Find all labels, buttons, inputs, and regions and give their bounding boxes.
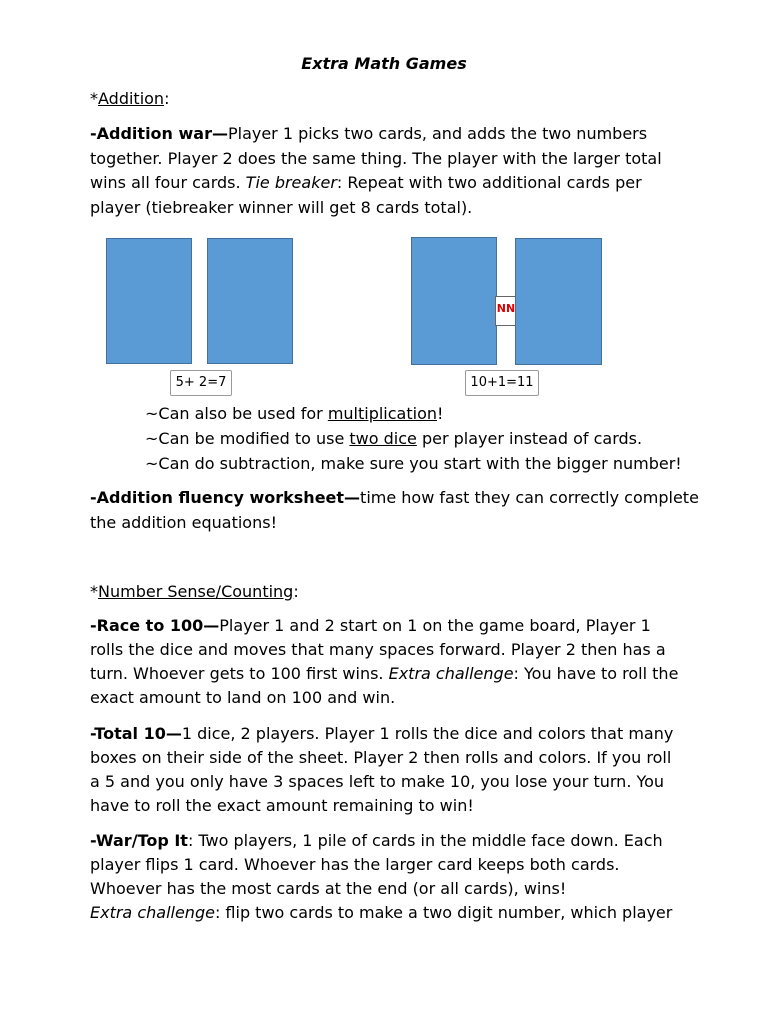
race-title: -Race to 100— xyxy=(90,616,220,635)
tip-line-2: ~Can be modified to use two dice per player instead of cards. xyxy=(145,429,643,448)
multiplication-link: multiplication xyxy=(327,404,437,423)
addition-war-line-1: -Addition war—Player 1 picks two cards, and adds the two numbers xyxy=(90,124,648,143)
wartop-line-4: Extra challenge: flip two cards to make a two digit number, which player xyxy=(90,903,673,922)
equation-box: 10+1=11 xyxy=(465,370,539,396)
race-line-2: rolls the dice and moves that many spaces forward. Player 2 then has a xyxy=(90,640,666,659)
wartop-line-3: Whoever has the most cards at the end (or all cards), wins! xyxy=(90,879,567,898)
addition-war-title: -Addition war— xyxy=(90,124,228,143)
heading-suffix: : xyxy=(164,89,170,108)
extra-challenge-label: Extra challenge xyxy=(388,664,514,683)
section-heading-number-sense: *Number Sense/Counting: xyxy=(90,582,299,601)
total10-line-4: have to roll the exact amount remaining to win! xyxy=(90,796,474,815)
hidden-card-label: NN xyxy=(495,296,517,326)
race-line-3: turn. Whoever gets to 100 first wins. Extra challenge: You have to roll the xyxy=(90,664,679,683)
addition-war-line-2: together. Player 2 does the same thing. The player with the larger total xyxy=(90,149,662,168)
fluency-line-1: -Addition fluency worksheet—time how fast they can correctly complete xyxy=(90,488,699,507)
tie-breaker-label: Tie breaker xyxy=(245,173,337,192)
heading-text: Addition xyxy=(98,89,165,108)
tip-line-3: ~Can do subtraction, make sure you start with the bigger number! xyxy=(145,454,682,473)
extra-challenge-label: Extra challenge xyxy=(90,903,215,922)
section-heading-addition xyxy=(90,87,169,111)
race-line-4: exact amount to land on 100 and win. xyxy=(90,688,396,707)
heading-text: Number Sense/Counting xyxy=(98,582,294,601)
fluency-line-2: the addition equations! xyxy=(90,513,277,532)
page-title: Extra Math Games xyxy=(301,54,467,73)
addition-war-line-4: player (tiebreaker winner will get 8 cards total). xyxy=(90,198,473,217)
playing-card xyxy=(106,238,192,364)
equation-box: 5+ 2=7 xyxy=(170,370,232,396)
wartop-line-2: player flips 1 card. Whoever has the larger card keeps both cards. xyxy=(90,855,620,874)
total10-line-1: -Total 10—1 dice, 2 players. Player 1 rolls the dice and colors that many xyxy=(90,724,674,743)
wartop-line-1: -War/Top It: Two players, 1 pile of cards in the middle face down. Each xyxy=(90,831,663,850)
total10-line-2: boxes on their side of the sheet. Player 2 then rolls and colors. If you roll xyxy=(90,748,672,767)
heading-prefix: * xyxy=(90,89,98,108)
playing-card xyxy=(207,238,293,364)
tip-line-1: ~Can also be used for multiplication! xyxy=(145,404,444,423)
two-dice-link: two dice xyxy=(349,429,417,448)
addition-war-line-3: wins all four cards. Tie breaker: Repeat with two additional cards per xyxy=(90,173,642,192)
total10-line-3: a 5 and you only have 3 spaces left to make 10, you lose your turn. You xyxy=(90,772,665,791)
playing-card xyxy=(515,238,602,365)
race-line-1: -Race to 100—Player 1 and 2 start on 1 on the game board, Player 1 xyxy=(90,616,651,635)
playing-card xyxy=(411,237,497,365)
fluency-title: -Addition fluency worksheet— xyxy=(90,488,361,507)
wartop-title: -War/Top It xyxy=(90,831,188,850)
total10-title: -Total 10— xyxy=(90,724,182,743)
